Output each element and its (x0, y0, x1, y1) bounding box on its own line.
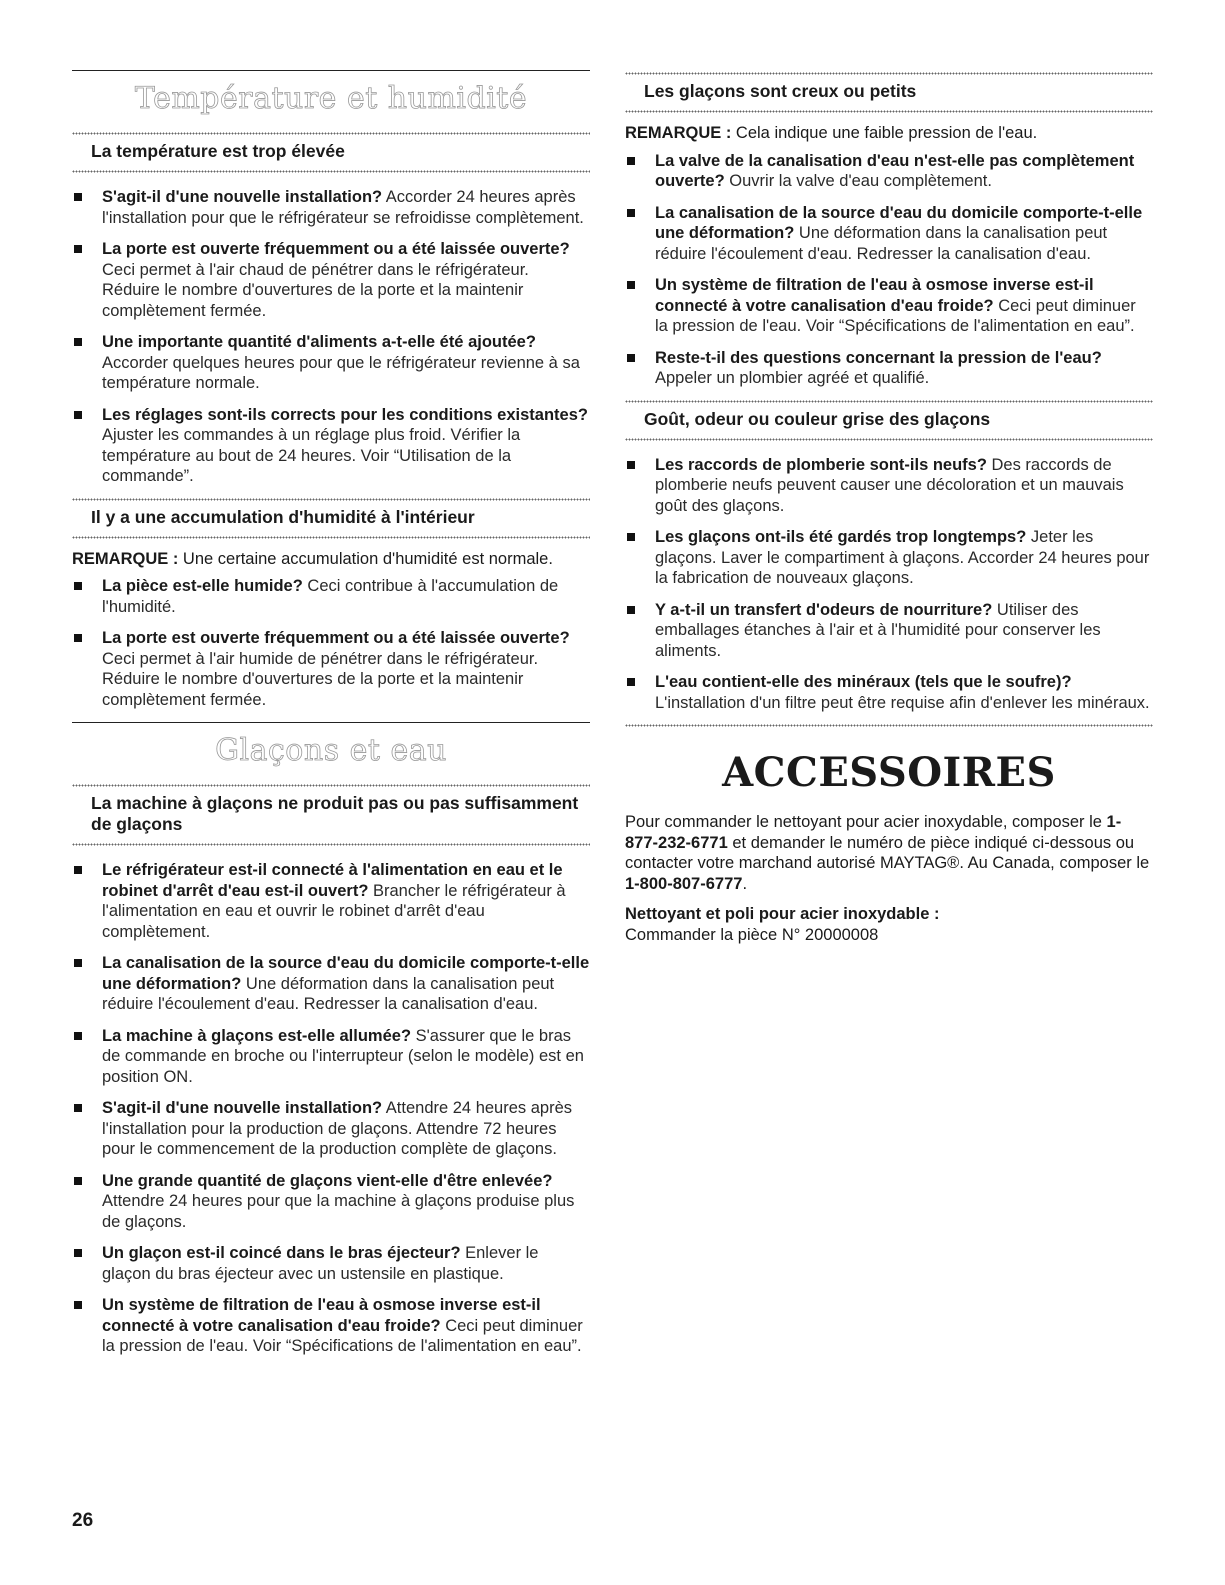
bullet-icon (627, 678, 635, 686)
list-item: Le réfrigérateur est-il connecté à l'alimentation en eau et le robinet d'arrêt d'eau est-il ouvert? Brancher le réfrigérateur à l'alimentation en eau et ouvrir le robinet d'arrêt d'eau complètement. (72, 860, 590, 942)
bullet-icon (74, 1301, 82, 1309)
subheading: La machine à glaçons ne produit pas ou pas suffisamment de glaçons (91, 793, 579, 834)
dotted-divider (72, 132, 590, 135)
section-title-glacons: Glaçons et eau (215, 733, 447, 768)
list-item: L'eau contient-elle des minéraux (tels que le soufre)? L'installation d'un filtre peut être requise afin d'enlever les minéraux. (625, 672, 1153, 713)
bullet-icon (74, 1249, 82, 1257)
list-item: La porte est ouverte fréquemment ou a été laissée ouverte? Ceci permet à l'air chaud de pénétrer dans le réfrigérateur. Réduire le nombre d'ouvertures de la porte et la maintenir complètement fermée. (72, 239, 590, 321)
left-column (72, 0, 590, 1368)
dotted-divider (72, 536, 590, 539)
list-item: Les raccords de plomberie sont-ils neufs? Des raccords de plomberie neufs peuvent causer une décoloration et un mauvais goût des glaçons. (625, 455, 1153, 517)
subheading: Les glaçons sont creux ou petits (644, 81, 917, 101)
list-item: La valve de la canalisation d'eau n'est-elle pas complètement ouverte? Ouvrir la valve d'eau complètement. (625, 151, 1153, 192)
subheading: La température est trop élevée (91, 141, 345, 161)
remark: REMARQUE : Une certaine accumulation d'humidité est normale. (72, 549, 553, 568)
bullet-icon (74, 1104, 82, 1112)
bullet-icon (74, 582, 82, 590)
subheading: Il y a une accumulation d'humidité à l'intérieur (91, 506, 475, 527)
bullet-icon (627, 533, 635, 541)
list-item: S'agit-il d'une nouvelle installation? Accorder 24 heures après l'installation pour que le réfrigérateur se refroidisse complètement. (72, 187, 590, 228)
list-item: Les réglages sont-ils corrects pour les conditions existantes? Ajuster les commandes à un réglage plus froid. Vérifier la température au bout de 24 heures. Voir “Utilisation de la commande”. (72, 405, 590, 487)
section-title-temperature: Température et humidité (134, 81, 528, 116)
part-number-line: Commander la pièce N° 20000008 (625, 925, 879, 944)
bullet-icon (627, 209, 635, 217)
list-item: La canalisation de la source d'eau du domicile comporte-t-elle une déformation? Une déformation dans la canalisation peut réduire l'écoulement d'eau. Redresser la canalisation d'eau. (72, 953, 590, 1015)
accessoires-text: Pour commander le nettoyant pour acier inoxydable, composer le 1-877-232-6771 et demander le numéro de pièce indiqué ci-dessous ou contacter votre marchand autorisé MAYTAG®. Au Canada, composer le 1-800-807-6777. (625, 813, 1150, 893)
dotted-divider (72, 843, 590, 846)
dotted-divider (625, 110, 1153, 113)
dotted-divider (72, 498, 590, 501)
dotted-divider (625, 724, 1153, 727)
list-item: La machine à glaçons est-elle allumée? S'assurer que le bras de commande en broche ou l'interrupteur (selon le modèle) est en position ON. (72, 1026, 590, 1088)
troubleshoot-list (625, 151, 1153, 389)
bullet-icon (74, 245, 82, 253)
list-item: Un système de filtration de l'eau à osmose inverse est-il connecté à votre canalisation d'eau froide? Ceci peut diminuer la pression de l'eau. Voir “Spécifications de l'alimentation en eau”. (625, 275, 1153, 337)
dotted-divider (72, 784, 590, 787)
page-number: 26 (72, 1510, 94, 1531)
troubleshoot-list (625, 455, 1153, 714)
dotted-divider (625, 400, 1153, 403)
bullet-icon (74, 866, 82, 874)
section-rule (72, 722, 590, 723)
bullet-icon (74, 1032, 82, 1040)
bullet-icon (627, 354, 635, 362)
bullet-icon (74, 634, 82, 642)
section-rule (72, 70, 590, 71)
list-item: Les glaçons ont-ils été gardés trop longtemps? Jeter les glaçons. Laver le compartiment à glaçons. Accorder 24 heures pour la fabrication de nouveaux glaçons. (625, 527, 1153, 589)
bullet-icon (627, 606, 635, 614)
bullet-icon (74, 338, 82, 346)
list-item: Un système de filtration de l'eau à osmose inverse est-il connecté à votre canalisation d'eau froide? Ceci peut diminuer la pression de l'eau. Voir “Spécifications de l'alimentation en eau”. (72, 1295, 590, 1357)
right-column (625, 0, 1153, 945)
bullet-icon (627, 461, 635, 469)
list-item: La porte est ouverte fréquemment ou a été laissée ouverte? Ceci permet à l'air humide de pénétrer dans le réfrigérateur. Réduire le nombre d'ouvertures de la porte et la maintenir complètement fermée. (72, 628, 590, 710)
dotted-divider (72, 170, 590, 173)
dotted-divider (625, 438, 1153, 441)
list-item: Une grande quantité de glaçons vient-elle d'être enlevée? Attendre 24 heures pour que la machine à glaçons produise plus de glaçons. (72, 1171, 590, 1233)
list-item: Une importante quantité d'aliments a-t-elle été ajoutée? Accorder quelques heures pour que le réfrigérateur revienne à sa température normale. (72, 332, 590, 394)
bullet-icon (627, 157, 635, 165)
bullet-icon (74, 193, 82, 201)
accessoires-title: ACCESSOIRES (722, 749, 1056, 796)
dotted-divider (625, 72, 1153, 75)
list-item: La pièce est-elle humide? Ceci contribue à l'accumulation de l'humidité. (72, 576, 590, 617)
bullet-icon (74, 411, 82, 419)
bullet-icon (74, 1177, 82, 1185)
remark: REMARQUE : Cela indique une faible pression de l'eau. (625, 124, 1038, 142)
troubleshoot-list (72, 187, 590, 487)
bullet-icon (627, 281, 635, 289)
list-item: S'agit-il d'une nouvelle installation? Attendre 24 heures après l'installation pour la production de glaçons. Attendre 72 heures pour le commencement de la production complète de glaçons. (72, 1098, 590, 1160)
list-item: Un glaçon est-il coincé dans le bras éjecteur? Enlever le glaçon du bras éjecteur avec un ustensile en plastique. (72, 1243, 590, 1284)
bullet-icon (74, 959, 82, 967)
list-item: Reste-t-il des questions concernant la pression de l'eau? Appeler un plombier agréé et qualifié. (625, 348, 1153, 389)
list-item: Y a-t-il un transfert d'odeurs de nourriture? Utiliser des emballages étanches à l'air et à l'humidité pour conserver les aliments. (625, 600, 1153, 662)
troubleshoot-list (72, 576, 590, 710)
part-heading: Nettoyant et poli pour acier inoxydable : (625, 905, 940, 923)
troubleshoot-list (72, 860, 590, 1357)
list-item: La canalisation de la source d'eau du domicile comporte-t-elle une déformation? Une déformation dans la canalisation peut réduire l'écoulement d'eau. Redresser la canalisation d'eau. (625, 203, 1153, 265)
subheading: Goût, odeur ou couleur grise des glaçons (644, 408, 991, 429)
